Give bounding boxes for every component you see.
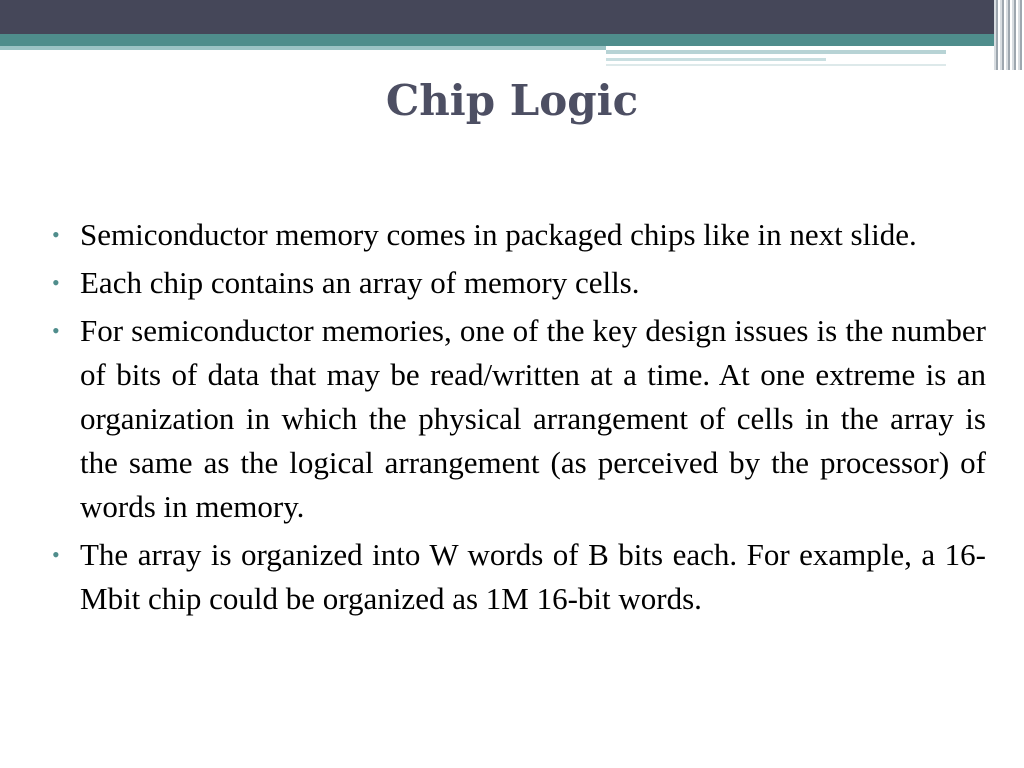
bullet-item xyxy=(52,533,986,621)
header-accent-line xyxy=(606,50,946,54)
header-edge-stripes xyxy=(994,0,1024,70)
header-accent-line xyxy=(606,64,946,66)
slide-title: Chip Logic xyxy=(385,76,639,125)
bullet-list xyxy=(52,213,986,625)
bullet-item xyxy=(52,261,986,305)
bullet-icon: • xyxy=(52,542,60,567)
bullet-text: Each chip contains an array of memory cells. xyxy=(80,265,640,300)
header-bar-teal-light xyxy=(0,46,606,50)
bullet-icon: • xyxy=(52,318,60,343)
bullet-text: The array is organized into W words of B bits each. For example, a 16-Mbit chip could be organized as 1M 16-bit words. xyxy=(80,537,986,616)
bullet-text: Semiconductor memory comes in packaged chips like in next slide. xyxy=(80,217,917,252)
bullet-text: For semiconductor memories, one of the key design issues is the number of bits of data that may be read/written at a time. At one extreme is an organization in which the physical arrangement of cells in the array is the same as the logical arrangement (as perceived by the processor) of words in memory. xyxy=(80,313,986,524)
header-bar-dark xyxy=(0,0,1024,34)
bullet-item xyxy=(52,213,986,257)
bullet-icon: • xyxy=(52,270,60,295)
header-bar-teal xyxy=(0,34,1024,46)
header-accent-line xyxy=(606,58,826,61)
bullet-icon: • xyxy=(52,222,60,247)
bullet-item xyxy=(52,309,986,529)
